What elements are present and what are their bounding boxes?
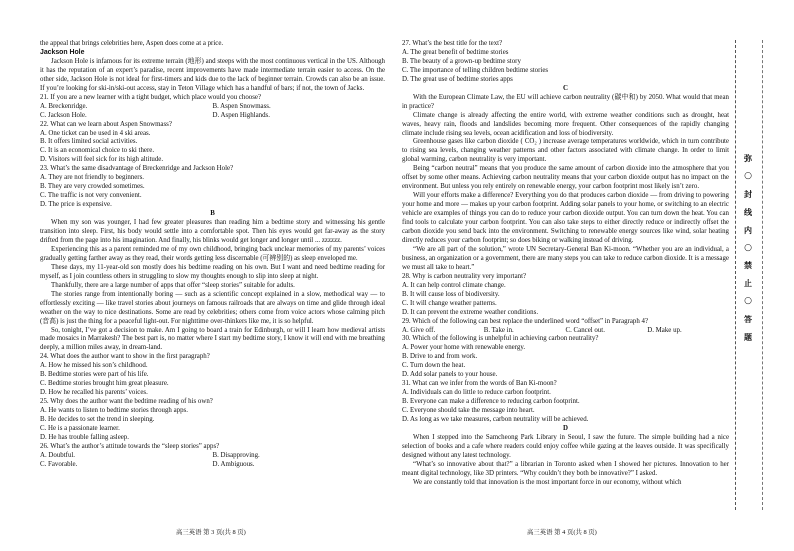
paragraph: Greenhouse gases like carbon dioxide ( CO₂ ) increase average temperatures worldwide, which in turn contribute to rising sea levels, changing weather patterns and other factors associated with climate change. In order to limit global warming, carbon neutrality is very important. [402,138,729,164]
binding-char: 封 [744,189,752,199]
option: B. Take in. [483,326,514,334]
paragraph: We are constantly told that innovation is the most important force in our economy, without which [413,478,682,486]
question-stem: 26. What’s the author’s attitude towards the “sleep stories” apps? [40,442,220,450]
question-stem: 21. If you are a new learner with a tight budget, which place would you choose? [40,93,262,101]
question-stem: 30. Which of the following is unhelpful in achieving carbon neutrality? [402,335,599,343]
option: D. Make up. [647,326,682,334]
paragraph: When I stepped into the Samcheong Park Library in Seoul, I saw the future. The simple building had a nice selection of books and a cafe where readers could enjoy coffee while gazing at the leaves outside. It was specifically designed without any latest technology. [402,433,729,459]
option: B. Everyone can make a difference to reducing carbon footprint. [402,398,580,406]
option: C. It will change weather patterns. [402,299,497,307]
binding-char: 内 [744,225,752,235]
option: B. He decides to set the trend in sleeping. [40,416,155,424]
option: D. It can prevent the extreme weather conditions. [402,308,539,316]
question-stem: 25. Why does the author want the bedtime reading of his own? [40,398,213,406]
section-letter: D [563,424,568,432]
option: A. Doubtful. [40,451,76,459]
option: B. Disapproving. [212,451,260,459]
paragraph: Climate change is already affecting the entire world, with extreme weather conditions such as drought, heat waves, heavy rain, floods and landslides becoming more frequent. Other consequences of the rapidly changing climate include rising sea levels, ocean acidification and loss of biodiversity. [402,111,729,137]
paragraph: Will your efforts make a difference? Everything you do that produces carbon dioxide — from driving to powering your home and more — makes up your carbon footprint. Adding solar panels to your home, or switching to an electric vehicle are examples of things you can do to reduce your carbon dioxide output. You can turn down the heat. You can find tools to calculate your carbon footprint. You can also take steps to either directly reduce or indirectly offset the carbon dioxide you send back into the environment. Switching to renewable energy sources like wind, solar heating directly reduces your carbon footprint; so does biking or walking instead of driving. [402,192,729,244]
binding-char: 禁 [744,261,752,271]
option: D. Add solar panels to your house. [402,371,498,379]
paragraph: “We are all part of the solution,” wrote UN Secretary-General Ban Ki-moon. “Whether you are an individual, a business, an organization or a government, there are many steps you can take to reduce carbon dioxide. It is a message we must all take to heart.” [402,245,729,271]
question-stem: 23. What’s the same disadvantage of Breckenridge and Jackson Hole? [40,165,234,173]
option: C. The traffic is not very convenient. [40,192,142,200]
option: C. Jackson Hole. [40,111,87,119]
option: B. Bedtime stories were part of his life. [40,371,149,379]
option: A. Breckenridge. [40,102,88,110]
question-stem: 28. Why is carbon neutrality very important? [402,272,527,280]
paragraph: Thankfully, there are a large number of apps that offer “sleep stories” suitable for adults. [51,281,295,289]
option: D. The great use of bedtime stories apps [402,75,513,83]
binding-char: 答 [744,315,752,325]
binding-circle: ○ [744,170,752,181]
option: B. It offers limited social activities. [40,138,138,146]
option: C. Turn down the heat. [402,362,466,370]
paragraph: Jackson Hole is infamous for its extreme terrain (地形) and steeps with the most continuous vertical in the US. Although it has the reputation of an expert’s paradise, recent improvements have made intermediate terrain easier to access. On the other side, Jackson Hole is not ideal for first-timers and kids due to the lack of beginner terrain. Crowds can also be an issue. If you’re looking for ski-in/ski-out access, stay in Teton Village which has a handful of bars; if not, the town of Jacks. [40,57,385,92]
question-stem: 27. What’s the best title for the text? [402,40,503,47]
option: A. It can help control climate change. [402,281,506,289]
question-stem: 29. Which of the following can best replace the underlined word “offset” in Paragraph 4? [402,317,648,325]
paragraph: “What’s so innovative about that?” a librarian in Toronto asked when I showed her pictures. Innovation to her meant digital technology, like 3D printers. “Why couldn’t they both be innovative?” I asked. [402,460,729,477]
option: C. It is an economical choice to ski there. [40,147,155,155]
option: A. The great benefit of bedtime stories [402,48,509,56]
option: D. Aspen Highlands. [212,111,270,119]
option: A. He wants to listen to bedtime stories through apps. [40,407,188,415]
option: A. How he missed his son’s childhood. [40,362,148,370]
option: B. Drive to and from work. [402,353,478,361]
option: D. He has trouble falling asleep. [40,433,129,441]
binding-char: 线 [744,207,752,217]
option: D. Ambiguous. [212,460,255,468]
paragraph: the appeal that brings celebrities here, Aspen does come at a price. [40,40,224,47]
binding-circle: ○ [744,296,752,307]
option: D. How he recalled his parents’ voices. [40,389,148,397]
option: D. Visitors will feel sick for its high altitude. [40,156,164,164]
option: B. It will cause loss of biodiversity. [402,290,500,298]
option: C. Cancel out. [565,326,605,334]
paragraph: When my son was younger, I had few greater pleasures than reading him a bedtime story and witnessing his gentle transition into sleep. First, his body would settle into a comfortable spot. Then his eyes would get far-away as the story drifted from the page into his imagination. And finally, his blinks would get longer and longer until ... zzzzzz. [40,219,385,244]
option: C. Bedtime stories brought him great pleasure. [40,380,169,388]
paragraph: So, tonight, I’ve got a decision to make. Am I going to board a train for Edinburgh, or will I learn how medieval artists made mosaics in Marrakesh? The best part is, no matter where I start my bedtime story, I know it will end with me breathing deeply, a million miles away, in dream-land. [40,326,385,352]
section-letter: B [210,210,215,218]
option: C. The importance of telling children bedtime stories [402,66,549,74]
paragraph: The stories range from intentionally boring — such as a scientific concept explained in a slow, methodical way — to effortlessly exciting — like travel stories about journeys on famous railroads that are always on time and glide through ideal weather on the way to nice destinations. Some are read by celebrities; others come from voice actors whose calming pitch (音高) is just the thing for a peaceful light-out. For nighttime over-thinkers like me, it is so helpful. [40,290,385,325]
page-footer-right: 高三英语 第 4 页(共 8 页) [527,529,597,536]
paragraph: These days, my 11-year-old son mostly does his bedtime reading on his own. But I want and need bedtime reading for myself, as I join countless others in struggling to slow my thoughts enough to slip into sleep at night. [40,263,385,280]
option: C. He is a passionate learner. [40,424,120,432]
question-stem: 31. What can we infer from the words of Ban Ki-moon? [402,380,557,388]
option: A. Give off. [402,326,436,334]
binding-char: 弥 [744,154,752,163]
paragraph: Experiencing this as a parent reminded me of my own childhood, bringing back unclear memories of my parents’ voices gradually getting farther away as they read, their words getting less discernable (可辨别的) as sleep enveloped me. [40,245,385,262]
option: C. Favorable. [40,460,78,468]
option: D. The price is expensive. [40,201,112,209]
option: C. Everyone should take the message into heart. [402,407,535,415]
paragraph: Being “carbon neutral” means that you produce the same amount of carbon dioxide into the atmosphere that you offset by some other means. Achieving carbon neutrality means that your carbon dioxide output has no impact on the environment. But unless you rely entirely on renewable energy, your carbon footprint most likely isn’t zero. [402,165,729,191]
option: D. As long as we take measures, carbon neutrality will be achieved. [402,416,589,424]
page-footer-left: 高三英语 第 3 页(共 8 页) [176,529,246,536]
option: A. One ticket can be used in 4 ski areas. [40,129,151,137]
question-stem: 24. What does the author want to show in the first paragraph? [40,353,210,361]
option: A. Individuals can do little to reduce carbon footprint. [402,389,551,397]
section-letter: C [563,84,568,92]
left-column [40,40,385,470]
binding-line-dashed-outer [762,40,764,510]
binding-margin-notice [740,150,756,347]
question-stem: 22. What can we learn about Aspen Snowmass? [40,120,172,128]
option: B. The beauty of a grown-up bedtime story [402,57,521,65]
paragraph: With the European Climate Law, the EU will achieve carbon neutrality (碳中和) by 2050. What would that mean in practice? [402,93,729,110]
binding-line-dashed [735,40,737,510]
binding-circle: ○ [744,242,752,253]
binding-char: 止 [744,279,752,289]
option: A. They are not friendly to beginners. [40,174,144,182]
binding-char: 题 [744,333,752,343]
option: B. They are very crowded sometimes. [40,183,145,191]
option: B. Aspen Snowmass. [212,102,271,110]
right-column [402,40,729,488]
option: A. Power your home with renewable energy. [402,344,526,352]
section-heading: Jackson Hole [40,48,85,56]
